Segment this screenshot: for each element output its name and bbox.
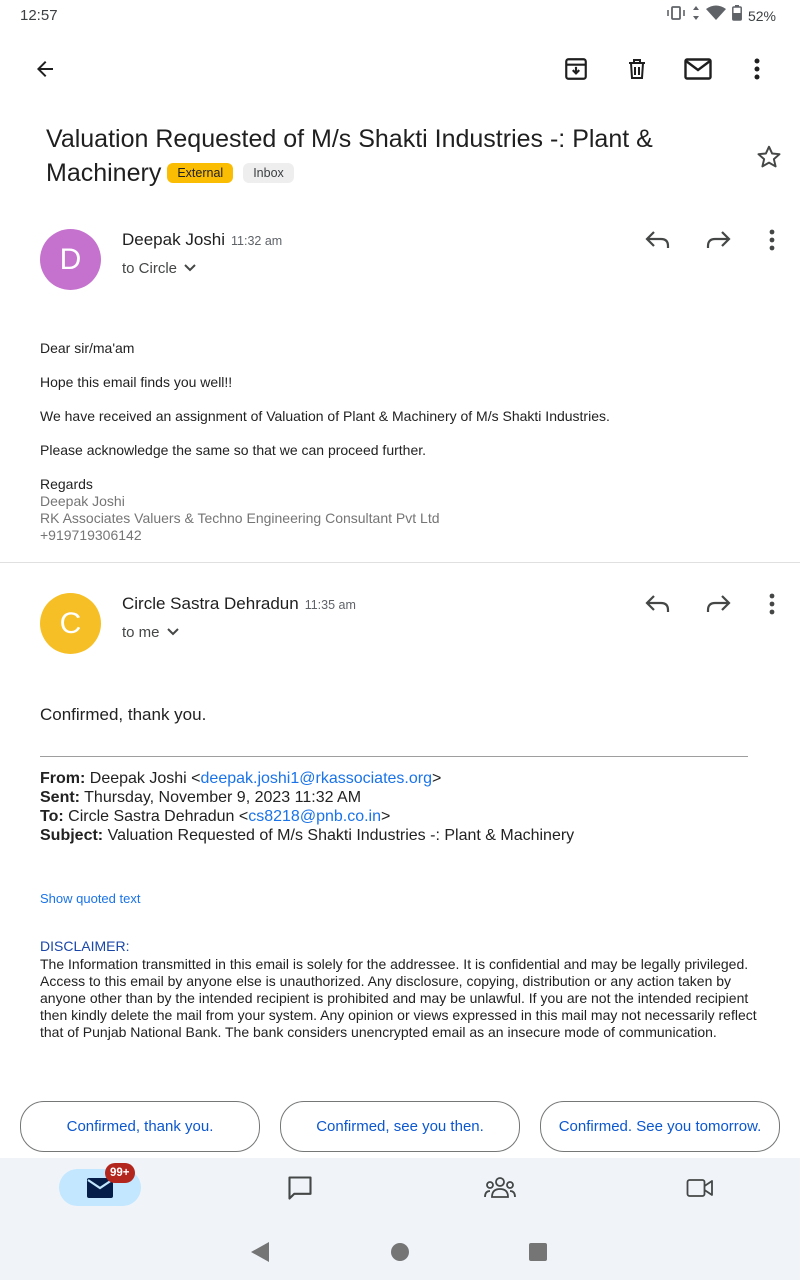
nav-chat-tab[interactable] bbox=[280, 1170, 320, 1206]
mail-icon bbox=[684, 58, 712, 80]
message-more-button[interactable] bbox=[760, 586, 784, 622]
nav-meet-tab[interactable] bbox=[680, 1170, 720, 1206]
reply-icon bbox=[645, 594, 671, 614]
label-external[interactable]: External bbox=[167, 163, 233, 183]
message-more-button[interactable] bbox=[760, 222, 784, 258]
sender-name: Circle Sastra Dehradun bbox=[122, 594, 299, 613]
wifi-icon bbox=[706, 5, 726, 26]
disclaimer-text: The Information transmitted in this email is solely for the addressee. It is confidential and may be legally privileged. Access to this email by anyone else is unauthorized. Any disclosure, copying, distribution or any action taken by anyone other than by the intended recipient is prohibited and may be unlawful. If you are not the intended recipient then kindly delete the mail from your system. Any opinion or views expressed in this mail may not necessarily reflect that of Punjab National Bank. The bank considers unencrypted email as an insecure mode of communication. bbox=[40, 956, 757, 1040]
smart-reply-button[interactable]: Confirmed, thank you. bbox=[20, 1101, 260, 1152]
reply-button[interactable] bbox=[640, 586, 676, 622]
trash-icon bbox=[625, 56, 649, 82]
forward-button[interactable] bbox=[700, 222, 736, 258]
to-email-link[interactable]: cs8218@pnb.co.in bbox=[248, 808, 382, 825]
signature-name: Deepak Joshi bbox=[40, 493, 125, 509]
delete-button[interactable] bbox=[616, 48, 658, 90]
message-body-line: Dear sir/ma'am bbox=[40, 340, 135, 356]
disclaimer-title: DISCLAIMER: bbox=[40, 938, 130, 954]
from-email-link[interactable]: deepak.joshi1@rkassociates.org bbox=[200, 770, 432, 787]
battery-percent: 52% bbox=[747, 7, 776, 24]
star-outline-icon bbox=[756, 144, 782, 170]
nav-spaces-tab[interactable] bbox=[478, 1170, 522, 1206]
more-vert-icon bbox=[769, 593, 775, 615]
forward-button[interactable] bbox=[700, 586, 736, 622]
home-circle-icon bbox=[390, 1242, 410, 1262]
signature-closing: Regards bbox=[40, 476, 93, 492]
chevron-down-icon bbox=[166, 624, 180, 641]
back-button[interactable] bbox=[24, 48, 66, 90]
message-sender bbox=[122, 230, 282, 250]
quoted-sent: Sent: Thursday, November 9, 2023 11:32 AM bbox=[40, 789, 362, 806]
smart-reply-button[interactable]: Confirmed. See you tomorrow. bbox=[540, 1101, 780, 1152]
system-home-button[interactable] bbox=[380, 1234, 420, 1270]
avatar[interactable] bbox=[40, 593, 101, 654]
archive-button[interactable] bbox=[555, 48, 597, 90]
avatar-letter: C bbox=[59, 606, 82, 640]
show-quoted-text-link[interactable]: Show quoted text bbox=[40, 891, 141, 906]
star-button[interactable] bbox=[750, 138, 788, 176]
message-body-line: Please acknowledge the same so that we can proceed further. bbox=[40, 442, 427, 458]
email-subject bbox=[46, 122, 666, 190]
reply-button[interactable] bbox=[640, 222, 676, 258]
chat-icon bbox=[286, 1174, 314, 1202]
smart-reply-button[interactable]: Confirmed, see you then. bbox=[280, 1101, 520, 1152]
quoted-separator bbox=[40, 756, 748, 757]
status-time: 12:57 bbox=[20, 7, 58, 24]
recipient-text: to Circle bbox=[122, 260, 178, 277]
back-triangle-icon bbox=[250, 1241, 270, 1263]
quoted-from: From: Deepak Joshi <deepak.joshi1@rkassociates.org> bbox=[40, 770, 442, 787]
recipient-text: to me bbox=[122, 624, 160, 641]
vibrate-icon bbox=[666, 5, 686, 26]
message-body-main: Confirmed, thank you. bbox=[40, 705, 207, 724]
more-vert-icon bbox=[769, 229, 775, 251]
avatar-letter: D bbox=[59, 242, 82, 276]
system-back-button[interactable] bbox=[240, 1234, 280, 1270]
message-time: 11:35 am bbox=[304, 598, 356, 612]
battery-icon bbox=[732, 5, 742, 26]
message-body-line: Hope this email finds you well!! bbox=[40, 374, 233, 390]
reply-icon bbox=[645, 230, 671, 250]
recipient-toggle[interactable] bbox=[122, 260, 197, 277]
recipient-toggle[interactable] bbox=[122, 624, 180, 641]
signature-phone: +919719306142 bbox=[40, 527, 142, 543]
recents-square-icon bbox=[528, 1242, 548, 1262]
status-bar bbox=[0, 0, 800, 32]
label-inbox[interactable]: Inbox bbox=[243, 163, 294, 183]
bottom-navigation bbox=[0, 1158, 800, 1280]
avatar[interactable] bbox=[40, 229, 101, 290]
more-vert-icon bbox=[754, 58, 760, 80]
spaces-icon bbox=[484, 1175, 516, 1201]
sender-name: Deepak Joshi bbox=[122, 230, 226, 249]
message-time: 11:32 am bbox=[231, 234, 283, 248]
data-arrows-icon bbox=[692, 5, 700, 26]
message-body-line: We have received an assignment of Valuation of Plant & Machinery of M/s Shakti Industries. bbox=[40, 408, 610, 424]
more-options-button[interactable] bbox=[740, 48, 774, 90]
chevron-down-icon bbox=[183, 260, 197, 277]
message-divider bbox=[0, 562, 800, 563]
unread-badge: 99+ bbox=[105, 1163, 135, 1183]
quoted-subject: Subject: Valuation Requested of M/s Shakti Industries -: Plant & Machinery bbox=[40, 827, 575, 844]
signature-company: RK Associates Valuers & Techno Engineering Consultant Pvt Ltd bbox=[40, 510, 440, 526]
mark-unread-button[interactable] bbox=[676, 48, 720, 90]
arrow-back-icon bbox=[33, 57, 57, 81]
subject-text: Valuation Requested of M/s Shakti Industries -: Plant & Machinery bbox=[46, 125, 653, 187]
top-app-bar bbox=[0, 40, 800, 102]
meet-icon bbox=[686, 1177, 714, 1199]
forward-icon bbox=[705, 230, 731, 250]
forward-icon bbox=[705, 594, 731, 614]
quoted-header bbox=[40, 769, 574, 845]
archive-icon bbox=[563, 56, 589, 82]
quoted-to: To: Circle Sastra Dehradun <cs8218@pnb.co.in> bbox=[40, 808, 391, 825]
message-sender bbox=[122, 594, 356, 614]
system-recents-button[interactable] bbox=[518, 1234, 558, 1270]
status-icons bbox=[666, 5, 776, 26]
